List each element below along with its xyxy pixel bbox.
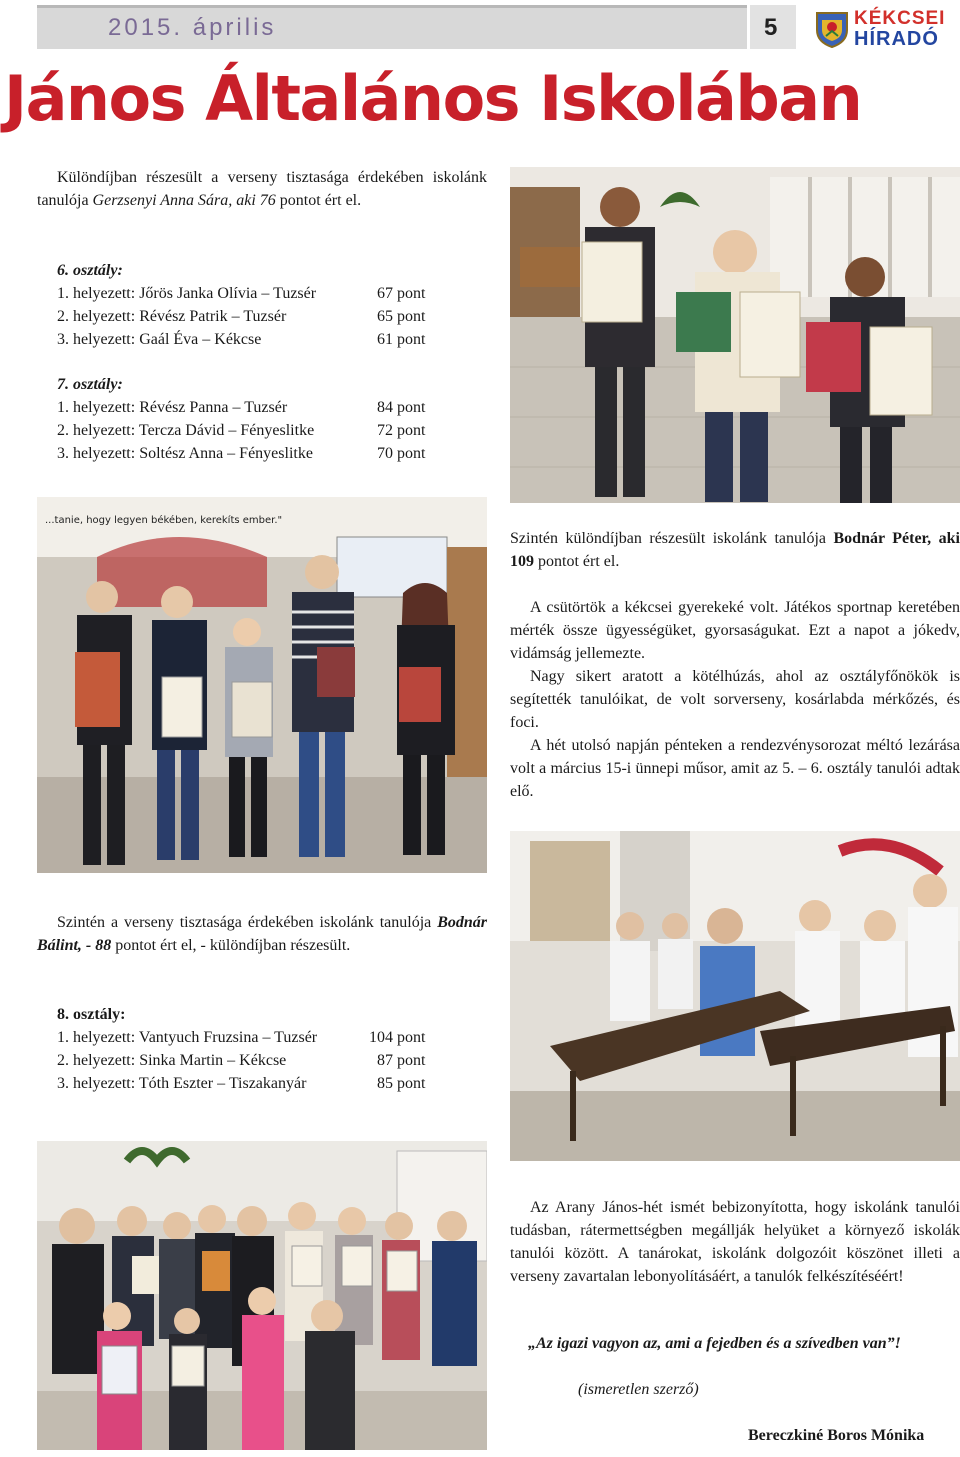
- intro-paragraph: [37, 166, 487, 212]
- table-row: 1. helyezett: Jőrös Janka Olívia – Tuzsér 67 pont: [57, 284, 426, 302]
- coat-of-arms-icon: [814, 10, 850, 48]
- class8-title: 8. osztály:: [57, 1006, 126, 1023]
- photo-three-winners: [510, 167, 960, 503]
- logo-line-2: HÍRADÓ: [854, 28, 939, 50]
- newspaper-logo: [810, 6, 958, 50]
- logo-line-1: KÉKCSEI: [854, 8, 946, 29]
- bodnar-balint-paragraph: Szintén a verseny tisztasága érdekében iskolánk tanulója Bodnár Bálint, - 88 pontot ért el, - különdíjban részesült.: [37, 914, 487, 954]
- paragraph: A csütörtök a kékcsei gyerekeké volt. Játékos sportnap keretében mérték össze ügyességüket, gyorsaságukat. Ezt a napot a jókedv, vidámság jellemezte.: [510, 599, 960, 662]
- thursday-article: [510, 596, 960, 803]
- photo-group: [37, 1141, 487, 1450]
- special-prize-name: Gerzsenyi Anna Sára, aki 76: [92, 192, 276, 209]
- class7-title: 7. osztály:: [57, 376, 123, 393]
- class8-results: [57, 1003, 425, 1095]
- table-row: 3. helyezett: Tóth Eszter – Tiszakanyár 85 pont: [57, 1074, 426, 1092]
- class6-results: [57, 259, 425, 351]
- photo-five-students: [37, 497, 487, 873]
- class6-table: [57, 282, 425, 351]
- special-prize-name: Bodnár Péter, aki 109: [510, 530, 960, 570]
- wall-banner-text: ...tanie, hogy legyen békében, kerekíts ember.": [45, 515, 283, 526]
- table-row: 1. helyezett: Vantyuch Fruzsina – Tuzsér 104 pont: [57, 1028, 426, 1046]
- closing-paragraph: Az Arany János-hét ismét bebizonyította, hogy iskolánk tanulói tudásban, rátermettségben megállják helyüket a környező iskolák tanulói között. A tanárokat, iskolánk dolgozóit köszönet illeti a verseny zavartalan lebonyolításáért, a tanulók felkészítéséért!: [510, 1199, 960, 1285]
- page-headline: János Általános Iskolában: [4, 62, 862, 135]
- photo-music-performance: [510, 831, 960, 1161]
- table-row: 1. helyezett: Révész Panna – Tuzsér 84 pont: [57, 398, 426, 416]
- closing-quote: „Az igazi vagyon az, ami a fejedben és a szívedben van”!: [528, 1335, 901, 1352]
- special-prize-name: Bodnár Bálint, - 88: [37, 914, 487, 954]
- paragraph: Nagy sikert aratott a kötélhúzás, ahol az osztályfőnökök is segítették tanulóikat, de volt sorverseny, kosárlabda mérkőzés, és foci.: [510, 668, 960, 731]
- paragraph: A hét utolsó napján pénteken a rendezvénysorozat méltó lezárása volt a március 15-i ünnepi műsor, amit az 5. – 6. osztály tanulói adtak elő.: [510, 737, 960, 800]
- table-row: 3. helyezett: Soltész Anna – Fényeslitke 70 pont: [57, 444, 426, 462]
- class8-table: [57, 1026, 425, 1095]
- class6-title: 6. osztály:: [57, 262, 123, 279]
- page-number: 5: [764, 14, 778, 41]
- intro-text-end: pontot ért el.: [275, 192, 362, 209]
- class7-table: [57, 396, 425, 465]
- bodnar-peter-paragraph: Szintén különdíjban részesült iskolánk tanulója Bodnár Péter, aki 109 pontot ért el.: [510, 530, 960, 570]
- table-row: 2. helyezett: Révész Patrik – Tuzsér 65 pont: [57, 307, 426, 325]
- table-row: 3. helyezett: Gaál Éva – Kékcse 61 pont: [57, 330, 426, 348]
- quote-author: (ismeretlen szerző): [578, 1381, 699, 1398]
- table-row: 2. helyezett: Sinka Martin – Kékcse 87 pont: [57, 1051, 426, 1069]
- class7-results: [57, 373, 425, 465]
- issue-date: 2015. április: [108, 14, 277, 41]
- article-signature: Bereczkiné Boros Mónika: [748, 1427, 925, 1444]
- intro-text: Különdíjban részesült a verseny tisztasága érdekében iskolánk tanulója: [37, 169, 487, 209]
- table-row: 2. helyezett: Tercza Dávid – Fényeslitke 72 pont: [57, 421, 426, 439]
